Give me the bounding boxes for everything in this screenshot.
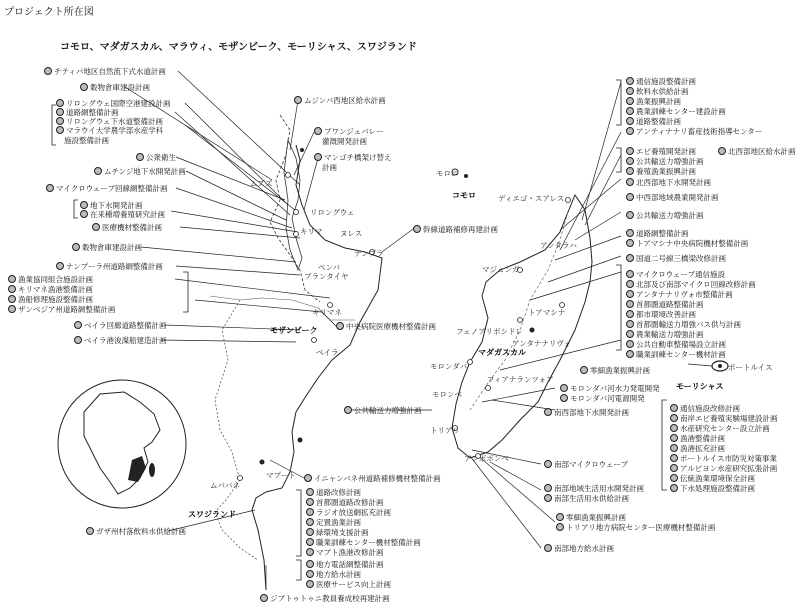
place-mbabane: ムババネ bbox=[210, 481, 240, 490]
project-marker-icon bbox=[626, 127, 634, 135]
project-label: キリマネ漁港整備計画 bbox=[8, 285, 93, 294]
project-label: 南部マイクロウェーブ bbox=[544, 460, 628, 469]
project-marker-icon bbox=[80, 201, 88, 209]
project-label: 公共輸送力増強計画 bbox=[344, 406, 422, 415]
project-label: 飲料水供給計画 bbox=[626, 87, 689, 96]
place-toliara: トリアリ bbox=[430, 426, 460, 435]
project-label: 計画 bbox=[322, 163, 337, 172]
project-label: ポートルイス市防災対策事業 bbox=[670, 454, 777, 463]
project-marker-icon bbox=[306, 580, 314, 588]
project-marker-icon bbox=[626, 117, 634, 125]
project-marker-icon bbox=[8, 305, 16, 313]
project-marker-icon bbox=[626, 350, 634, 358]
project-marker-icon bbox=[626, 77, 634, 85]
place-kirimane: キリマネ bbox=[312, 308, 342, 317]
project-label: 在来種増養殖研究計画 bbox=[80, 210, 165, 219]
place-fianarantsoa: フィアナランツォア bbox=[487, 375, 554, 384]
project-marker-icon bbox=[626, 320, 634, 328]
project-label: イニャンバネ州道路補修機材整備計画 bbox=[304, 474, 441, 483]
country-mauritius: モーリシャス bbox=[676, 382, 724, 391]
project-marker-icon bbox=[626, 300, 634, 308]
project-label: ベイラ港浚渫船建造計画 bbox=[74, 336, 167, 345]
project-label: 道路網整備計画 bbox=[626, 229, 689, 238]
place-maputo: マプート bbox=[266, 471, 296, 480]
place-lilongwe: リロングウェ bbox=[310, 208, 355, 217]
project-label: アンティナナリ畜産技術指導センター bbox=[626, 127, 762, 136]
place-diego: ディエゴ・スアレス bbox=[498, 194, 565, 203]
project-label: ラジオ放送網拡充計画 bbox=[306, 508, 391, 517]
project-label: 漁港拡充計画 bbox=[670, 444, 725, 453]
project-label: 南部地方給水計画 bbox=[544, 544, 614, 553]
project-marker-icon bbox=[8, 285, 16, 293]
project-marker-icon bbox=[94, 167, 102, 175]
project-marker-icon bbox=[626, 167, 634, 175]
project-marker-icon bbox=[626, 107, 634, 115]
project-label: モロンダバ河水力発電開発 bbox=[560, 384, 660, 393]
project-marker-icon bbox=[670, 454, 678, 462]
place-nuresu: ヌレス bbox=[340, 229, 363, 238]
project-label: 漁船修理施設整備計画 bbox=[8, 295, 93, 304]
project-marker-icon bbox=[626, 239, 634, 247]
project-label: エビ養殖開発計画 bbox=[626, 147, 696, 156]
project-label: 国道二号線三橋梁改修計画 bbox=[626, 254, 726, 263]
project-label: 下水処理施設整備計画 bbox=[670, 484, 755, 493]
project-marker-icon bbox=[56, 99, 64, 107]
project-label: 道路網整備計画 bbox=[56, 108, 119, 117]
project-marker-icon bbox=[626, 87, 634, 95]
project-marker-icon bbox=[544, 544, 552, 552]
project-marker-icon bbox=[80, 210, 88, 218]
project-marker-icon bbox=[80, 83, 88, 91]
project-label: マイクロウェーブ通信施設 bbox=[626, 270, 725, 279]
project-label: 幹線道路補修再建計画 bbox=[413, 225, 498, 234]
project-marker-icon bbox=[72, 243, 80, 251]
project-label: 穀物倉庫建設計画 bbox=[80, 83, 150, 92]
project-marker-icon bbox=[136, 153, 144, 161]
project-marker-icon bbox=[626, 157, 634, 165]
project-marker-icon bbox=[294, 96, 302, 104]
project-marker-icon bbox=[44, 67, 52, 75]
project-label: ザンベジア州道路網整備計画 bbox=[8, 305, 115, 314]
project-marker-icon bbox=[304, 474, 312, 482]
project-label: 養殖漁業振興計画 bbox=[626, 167, 696, 176]
project-marker-icon bbox=[670, 424, 678, 432]
town-markers-filled bbox=[260, 148, 535, 465]
place-fenoarivo: フェノアリボシドレ bbox=[456, 327, 523, 336]
place-beira: ベイラ bbox=[316, 348, 339, 357]
project-marker-icon bbox=[413, 225, 421, 233]
place-portlouis: ポートルイス bbox=[728, 363, 773, 372]
place-kirima: キリマ bbox=[300, 227, 323, 236]
project-label: 北西部地下水開発計画 bbox=[626, 178, 711, 187]
project-marker-icon bbox=[626, 330, 634, 338]
project-marker-icon bbox=[560, 384, 568, 392]
inland-border bbox=[215, 300, 258, 560]
project-label: 公共輸送力増強計画 bbox=[626, 157, 704, 166]
place-pemba: ペンバ bbox=[318, 263, 340, 272]
project-label: トアマシナ中央病院機材整備計画 bbox=[626, 239, 748, 248]
country-madagascar: マダガスカル bbox=[478, 348, 526, 357]
project-label: マプト漁港改修計画 bbox=[306, 548, 384, 557]
project-marker-icon bbox=[718, 147, 726, 155]
project-label: 南部地域生活用水開発計画 bbox=[544, 484, 644, 493]
project-label: ベイラ回廊道路整備計画 bbox=[74, 321, 167, 330]
project-label: 施設整備計画 bbox=[64, 136, 109, 145]
project-label: 農業輸送力増強計画 bbox=[626, 330, 704, 339]
project-label: アンタナナリヴォ市整備計画 bbox=[626, 290, 733, 299]
project-label: 都市環境改善計画 bbox=[626, 310, 696, 319]
place-morondava: モロンダバ bbox=[430, 362, 468, 371]
project-label: 首都圏道路整備計画 bbox=[626, 300, 704, 309]
comoros-island-2 bbox=[464, 174, 468, 178]
project-marker-icon bbox=[626, 193, 634, 201]
project-marker-icon bbox=[626, 254, 634, 262]
project-label: 北部及び南部マイクロ回線改修計画 bbox=[626, 280, 756, 289]
project-label: 南岸エビ養殖実験場建設計画 bbox=[670, 414, 778, 423]
project-label: 南西部地下水開発計画 bbox=[544, 408, 629, 417]
project-marker-icon bbox=[626, 270, 634, 278]
project-marker-icon bbox=[626, 340, 634, 348]
project-marker-icon bbox=[670, 464, 678, 472]
project-label: 医療サービス向上計画 bbox=[306, 580, 391, 589]
country-swaziland: スワジランド bbox=[188, 510, 236, 519]
project-marker-icon bbox=[626, 147, 634, 155]
place-toamasina: トアマシナ bbox=[528, 308, 566, 317]
project-label: アルビヨン水産研究拡張計画 bbox=[670, 464, 777, 473]
project-marker-icon bbox=[544, 460, 552, 468]
project-label: 公衆衛生 bbox=[136, 153, 176, 162]
project-label: 伝統漁業環境保全計画 bbox=[670, 474, 755, 483]
project-label: 通信施設整備計画 bbox=[626, 77, 696, 86]
project-label: 職業訓練センター機材整備計画 bbox=[306, 538, 421, 547]
project-label: 零細漁業振興計画 bbox=[556, 513, 626, 522]
project-marker-icon bbox=[306, 570, 314, 578]
place-ampanihy: アンボボンベ bbox=[464, 454, 509, 463]
project-marker-icon bbox=[306, 508, 314, 516]
place-blantyre: ブランタイヤ bbox=[304, 272, 349, 281]
project-marker-icon bbox=[260, 594, 268, 602]
project-label: 地下水開発計画 bbox=[80, 201, 143, 210]
project-label: ブワンジェバレー bbox=[314, 127, 384, 136]
project-label: 北西部地区給水計画 bbox=[718, 147, 796, 156]
project-marker-icon bbox=[336, 322, 344, 330]
project-marker-icon bbox=[670, 484, 678, 492]
project-label: マラウイ大学農学部水産学科 bbox=[56, 126, 163, 135]
project-marker-icon bbox=[306, 528, 314, 536]
place-antananarivo: アンタナナリヴォ bbox=[512, 339, 572, 348]
project-marker-icon bbox=[306, 548, 314, 556]
project-label: 通信施設改修計画 bbox=[670, 404, 740, 413]
africa-inset-madagascar bbox=[149, 463, 155, 477]
project-label: 道路整備計画 bbox=[626, 117, 681, 126]
project-marker-icon bbox=[74, 336, 82, 344]
project-label: マイクロウェーブ回線網整備計画 bbox=[46, 184, 168, 193]
project-label: 漁業協同組合施設計画 bbox=[8, 275, 93, 284]
project-label: リロングウェ下水道整備計画 bbox=[56, 117, 163, 126]
project-label: ムジンバ西地区給水計画 bbox=[294, 96, 386, 105]
project-marker-icon bbox=[544, 408, 552, 416]
project-marker-icon bbox=[626, 280, 634, 288]
project-label: 灌漑開発計画 bbox=[322, 137, 367, 146]
project-label: 地方給水計画 bbox=[306, 570, 361, 579]
project-marker-icon bbox=[670, 434, 678, 442]
project-label: 穀物倉庫建設計画 bbox=[72, 243, 142, 252]
project-marker-icon bbox=[314, 153, 322, 161]
project-label: チティパ地区自然流下式水道計画 bbox=[44, 67, 166, 76]
place-moroni: モロニ bbox=[436, 169, 459, 178]
project-label: ムチンジ地下水開発計画 bbox=[94, 167, 186, 176]
project-marker-icon bbox=[626, 229, 634, 237]
project-label: 公共自動車整備場設立計画 bbox=[626, 340, 726, 349]
page-title: プロジェクト所在図 bbox=[4, 7, 94, 18]
project-label: 首都圏道路改修計画 bbox=[306, 498, 384, 507]
project-marker-icon bbox=[306, 560, 314, 568]
project-marker-icon bbox=[670, 414, 678, 422]
project-marker-icon bbox=[560, 394, 568, 402]
project-marker-icon bbox=[314, 127, 322, 135]
project-marker-icon bbox=[670, 404, 678, 412]
project-label: トリアリ地方病院センター医療機材整備計画 bbox=[556, 523, 715, 532]
project-marker-icon bbox=[306, 498, 314, 506]
project-marker-icon bbox=[8, 275, 16, 283]
project-marker-icon bbox=[74, 321, 82, 329]
project-label: リロングウェ国際空港建設計画 bbox=[56, 99, 171, 108]
project-marker-icon bbox=[626, 211, 634, 219]
project-label: マンゴチ橋架け替え bbox=[314, 153, 392, 162]
project-marker-icon bbox=[56, 126, 64, 134]
project-marker-icon bbox=[56, 262, 64, 270]
project-label: 医療機材整備計画 bbox=[92, 223, 162, 232]
project-marker-icon bbox=[344, 406, 352, 414]
project-marker-icon bbox=[306, 538, 314, 546]
project-label: ジブトゥトゥニ教員養成校再建計画 bbox=[260, 594, 390, 603]
place-mzuzu: ムズズ bbox=[250, 179, 273, 188]
project-marker-icon bbox=[626, 97, 634, 105]
project-marker-icon bbox=[556, 523, 564, 531]
project-marker-icon bbox=[8, 295, 16, 303]
project-label: 道路改修計画 bbox=[306, 488, 361, 497]
project-marker-icon bbox=[556, 513, 564, 521]
country-mozambique: モザンビーク bbox=[270, 326, 318, 335]
project-marker-icon bbox=[56, 117, 64, 125]
project-marker-icon bbox=[626, 178, 634, 186]
project-label: 南部生活用水供給計画 bbox=[544, 494, 629, 503]
project-label: ガザ州村落飲料水供給計画 bbox=[86, 527, 186, 536]
project-label: 農業訓練センター建設計画 bbox=[626, 107, 726, 116]
project-label: 首都圏輸送力増強バス供与計画 bbox=[626, 320, 741, 329]
project-marker-icon bbox=[92, 223, 100, 231]
project-marker-icon bbox=[626, 310, 634, 318]
place-majunga: マジュンガ bbox=[482, 265, 520, 274]
project-marker-icon bbox=[670, 474, 678, 482]
project-marker-icon bbox=[86, 527, 94, 535]
project-label: 中西部地域農業開発計画 bbox=[626, 193, 719, 202]
project-label: 定置漁業計画 bbox=[306, 518, 361, 527]
project-label: 公共輸送力増強計画 bbox=[626, 211, 704, 220]
project-marker-icon bbox=[56, 108, 64, 116]
project-marker-icon bbox=[306, 518, 314, 526]
project-label: 緑環境支援計画 bbox=[306, 528, 369, 537]
project-label: 零細漁業振興計画 bbox=[580, 366, 650, 375]
page-subtitle: コモロ、マダガスカル、マラウィ、モザンビーク、モーリシャス、スワジランド bbox=[60, 42, 417, 53]
project-label: 漁業振興計画 bbox=[626, 97, 681, 106]
project-marker-icon bbox=[544, 484, 552, 492]
place-morombe: モロンベ bbox=[432, 390, 462, 399]
project-marker-icon bbox=[580, 366, 588, 374]
place-antalaha: アンタラハ bbox=[540, 241, 577, 250]
project-label: モロンダバ河電源開発 bbox=[560, 394, 645, 403]
project-label: ナンプーラ州道路網整備計画 bbox=[56, 262, 163, 271]
project-label: 職業訓練センター機材計画 bbox=[626, 350, 726, 359]
project-marker-icon bbox=[46, 184, 54, 192]
project-marker-icon bbox=[670, 444, 678, 452]
project-marker-icon bbox=[544, 494, 552, 502]
project-marker-icon bbox=[306, 488, 314, 496]
project-marker-icon bbox=[626, 290, 634, 298]
project-label: 地方電話網整備計画 bbox=[306, 560, 384, 569]
project-label: 中央病院医療機材整備計画 bbox=[336, 322, 436, 331]
project-label: 漁港整備計画 bbox=[670, 434, 725, 443]
country-comoros: コモロ bbox=[452, 191, 476, 200]
project-label: 水産研究センター設立計画 bbox=[670, 424, 770, 433]
place-nampula: ナンプラ bbox=[354, 249, 384, 258]
